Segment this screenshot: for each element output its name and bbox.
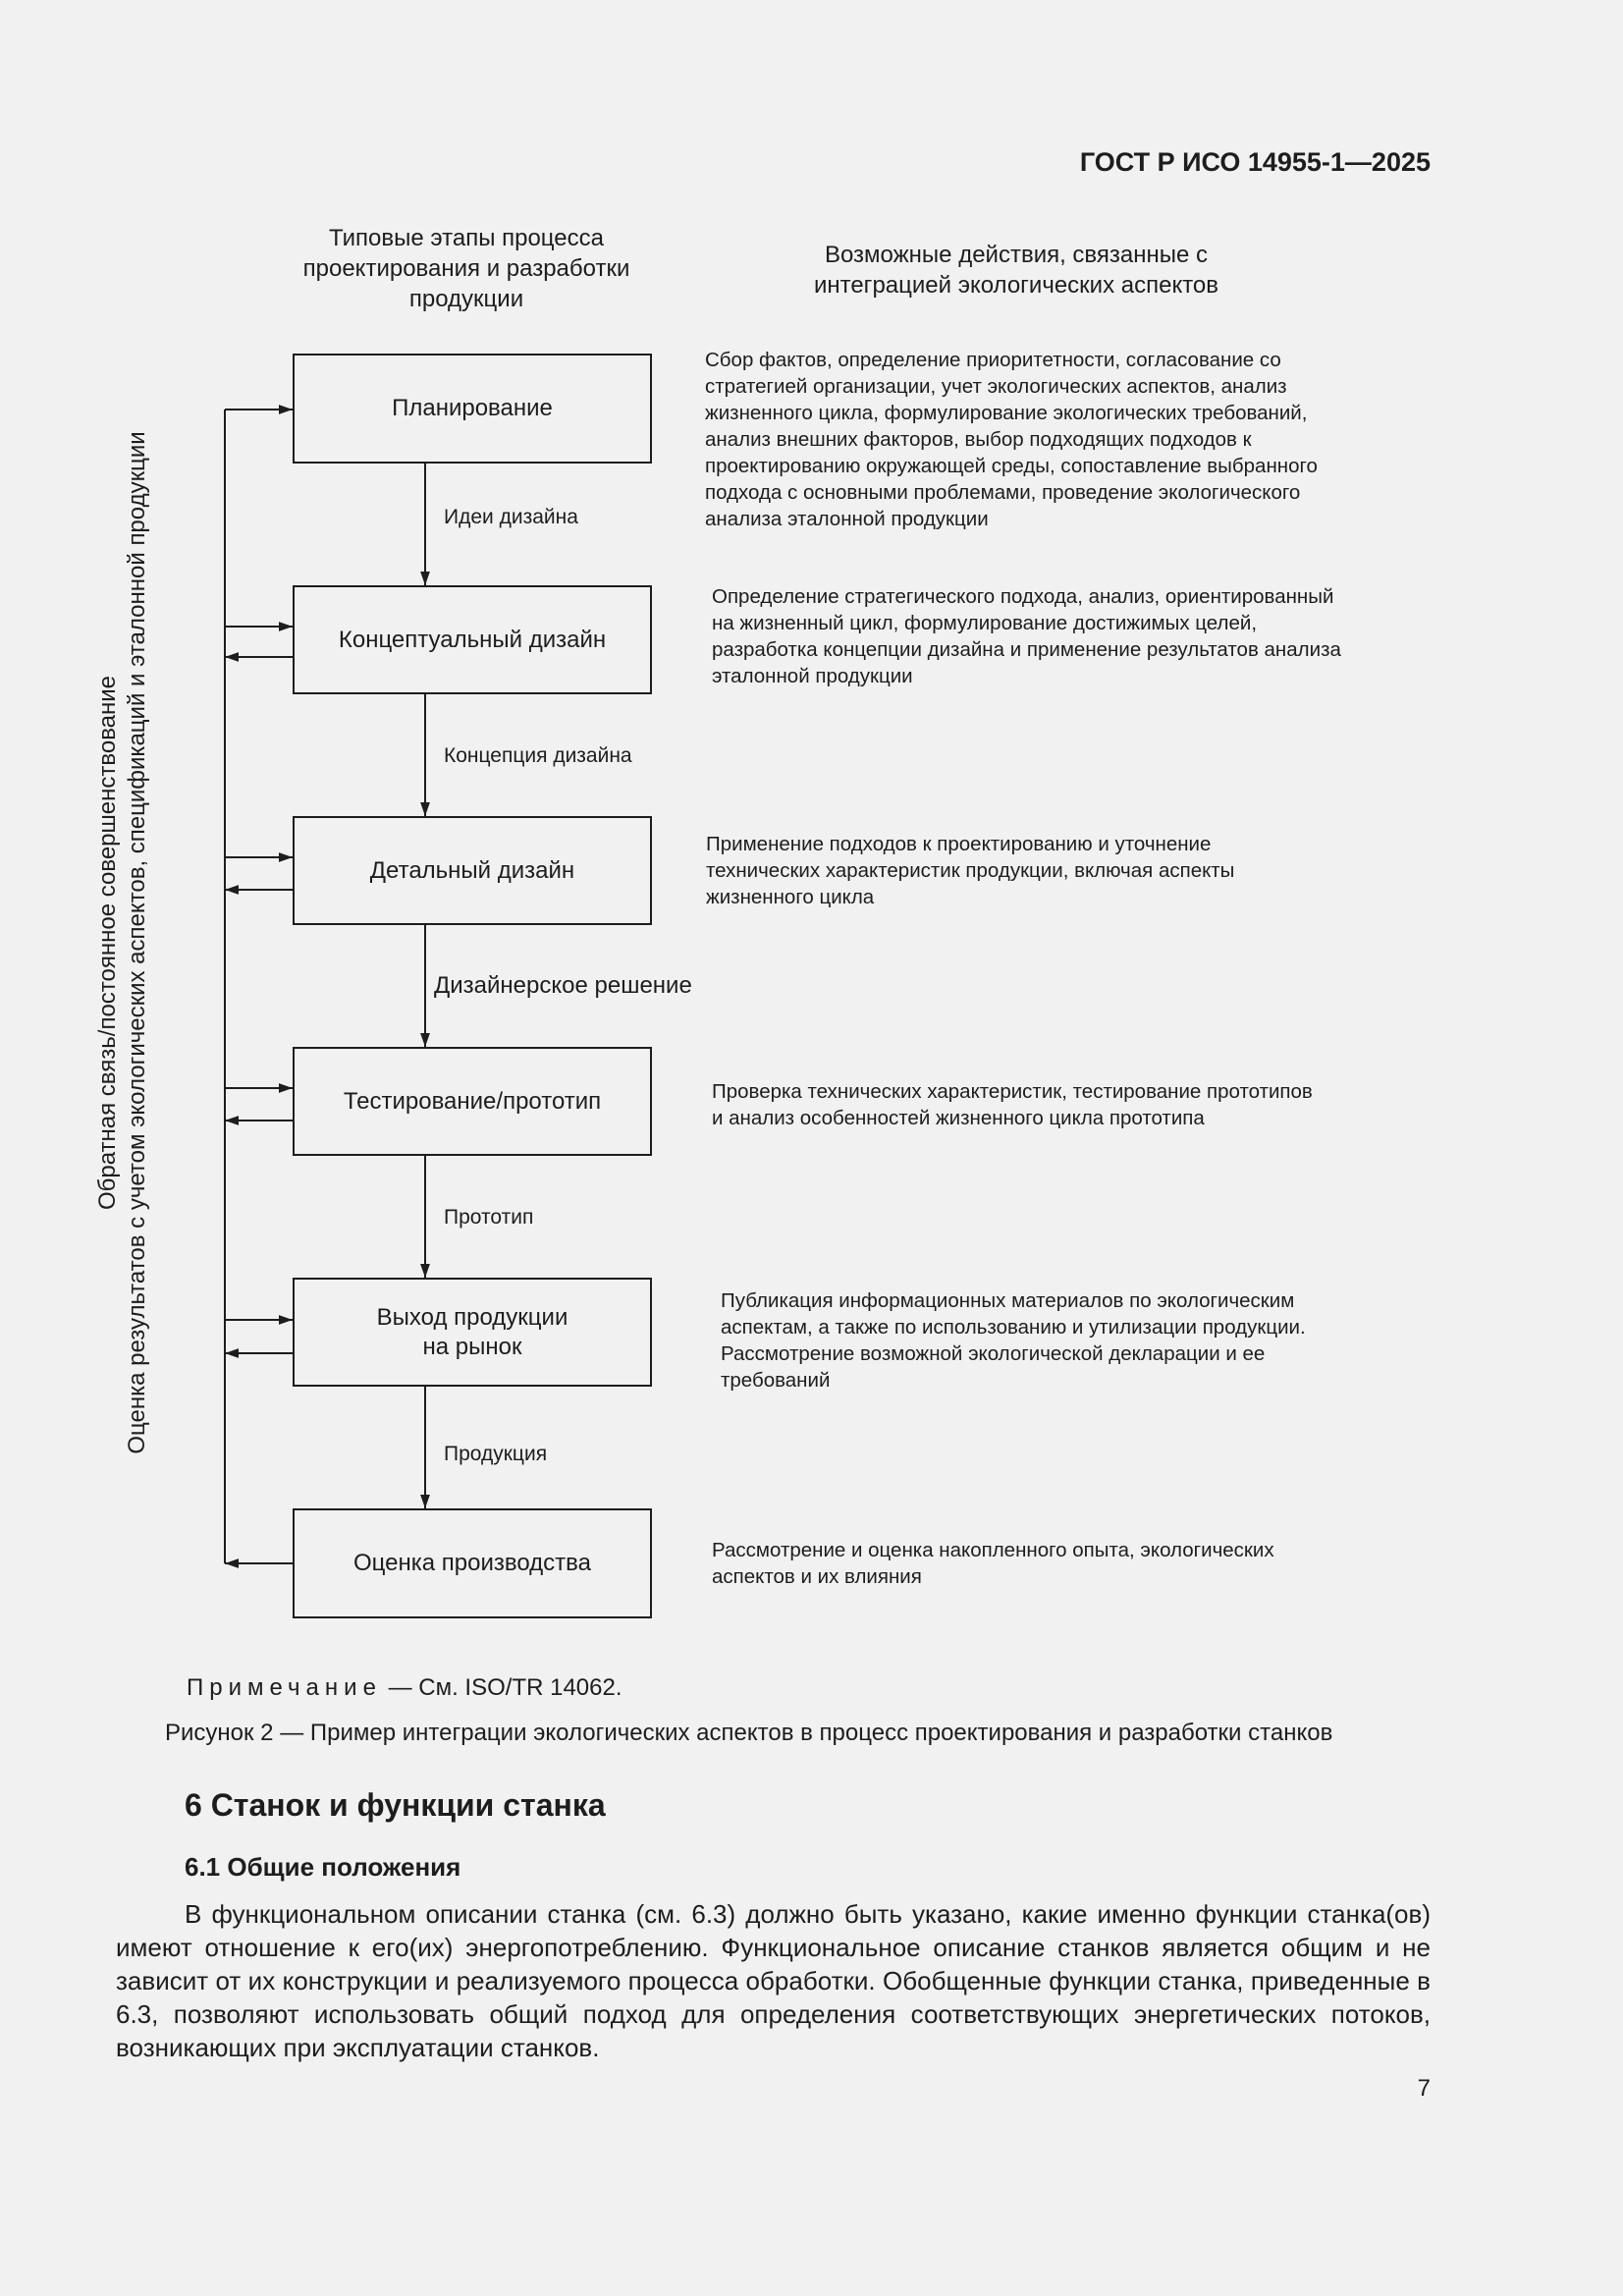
action-description: Применение подходов к проектированию и уточнение технических характеристик продукции, включая аспекты жизненного цикла xyxy=(706,833,1235,908)
transition-label: Дизайнерское решение xyxy=(434,972,692,999)
document-header: ГОСТ Р ИСО 14955-1—2025 xyxy=(1079,147,1431,177)
stage-label: Оценка производства xyxy=(352,1550,591,1576)
stage-box-production-evaluation xyxy=(293,1508,652,1618)
stage-label: Тестирование/прототип xyxy=(343,1087,602,1115)
figure-note xyxy=(187,1674,622,1702)
transition-label: Идеи дизайна xyxy=(444,506,578,528)
stage-box-concept-design xyxy=(293,585,652,694)
body-paragraph: В функциональном описании станка (см. 6.3) должно быть указано, какие именно функции станка(ов) имеют отношение к его(их) энергопотреблению. Функциональное описание станков является общим и не зависит от их конструкции и реализуемого процесса обработки. Обобщенные функции станка, приведенные в 6.3, позволяют использовать общий подход для определения соответствующих энергетических потоков, возникающих при эксплуатации станков. xyxy=(116,1899,1431,2062)
actions-column-heading: Возможные действия, связанные с интеграцией экологических аспектов xyxy=(813,242,1219,299)
stage-label: Детальный дизайн xyxy=(369,856,575,884)
feedback-label-line2: Оценка результатов с учетом экологических аспектов, спецификаций и эталонной продукции xyxy=(124,431,150,1454)
stage-box-market-launch xyxy=(293,1278,652,1387)
figure-caption: Рисунок 2 — Пример интеграции экологических аспектов в процесс проектирования и разработки станков xyxy=(165,1720,1333,1746)
stage-label: Планирование xyxy=(392,395,553,421)
action-description: Проверка технических характеристик, тестирование прототипов и анализ особенностей жизненного цикла прототипа xyxy=(712,1080,1313,1129)
subsection-title: 6.1 Общие положения xyxy=(185,1852,461,1882)
note-label: Примечание xyxy=(187,1674,382,1701)
stage-label: Выход продукции на рынок xyxy=(376,1303,568,1360)
transition-label: Продукция xyxy=(444,1443,548,1465)
transition-label: Концепция дизайна xyxy=(444,744,632,767)
action-description: Рассмотрение и оценка накопленного опыта, экологических аспектов и их влияния xyxy=(712,1539,1274,1588)
stage-label: Концептуальный дизайн xyxy=(338,626,607,653)
stages-column-heading: Типовые этапы процесса проектирования и разработки продукции xyxy=(302,225,630,312)
action-description: Определение стратегического подхода, анализ, ориентированный на жизненный цикл, формулирование достижимых целей, разработка концепции дизайна и применение результатов анализа эталонной продукции xyxy=(712,585,1341,687)
action-description: Публикация информационных материалов по экологическим аспектам, а также по использованию и утилизации продукции. Рассмотрение возможной экологической декларации и ее требований xyxy=(721,1289,1306,1392)
note-text: — См. ISO/TR 14062. xyxy=(381,1674,622,1701)
feedback-label-line1: Обратная связь/постоянное совершенствование xyxy=(94,675,121,1211)
feedback-side-label xyxy=(64,383,182,1503)
section-title: 6 Станок и функции станка xyxy=(185,1787,606,1823)
action-description: Сбор фактов, определение приоритетности, согласование со стратегией организации, учет экологических аспектов, анализ жизненного цикла, формулирование экологических требований, анализ внешних факторов, выбор подходящих подходов к проектированию окружающей среды, сопоставление выбранного подхода с основными проблемами, проведение экологического анализа эталонной продукции xyxy=(705,349,1318,530)
transition-label: Прототип xyxy=(444,1206,534,1229)
stage-box-testing-prototype xyxy=(293,1047,652,1156)
stage-box-planning xyxy=(293,354,652,464)
page-number: 7 xyxy=(1417,2075,1431,2102)
stage-box-detail-design xyxy=(293,816,652,925)
